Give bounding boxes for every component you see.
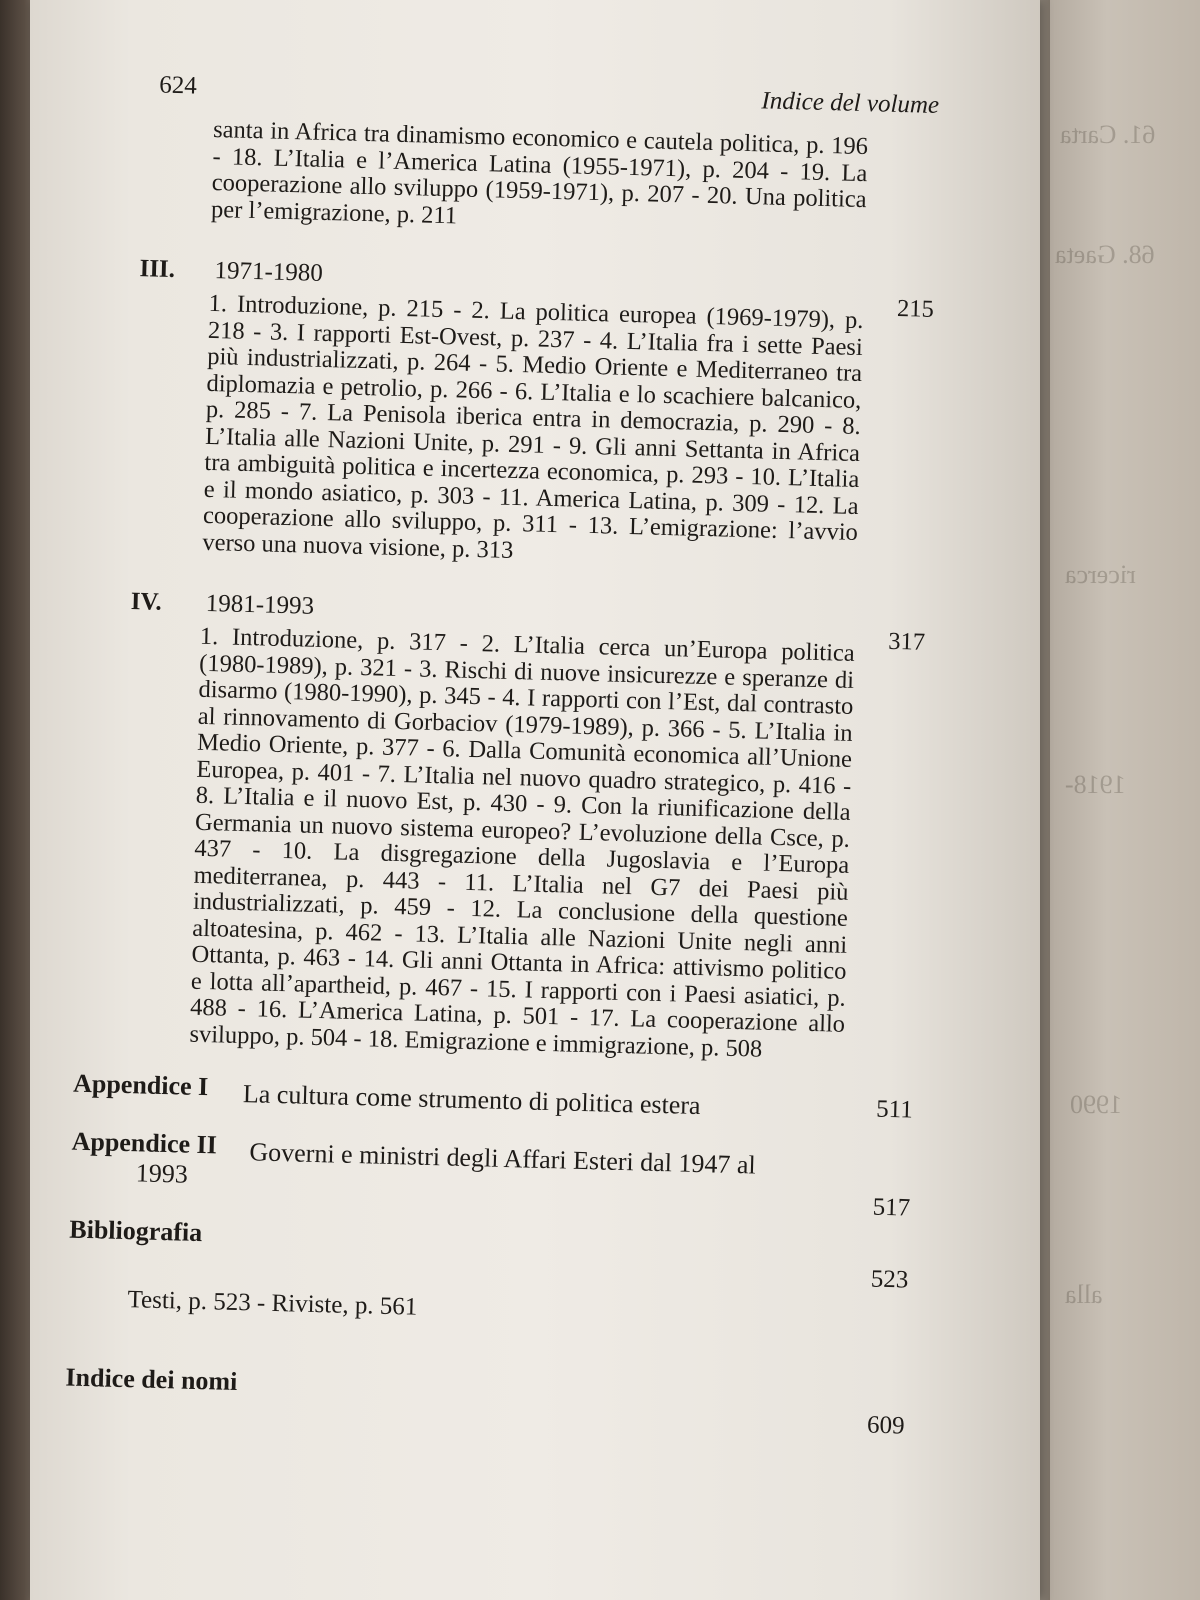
chapter-numeral: IV. [130,587,162,616]
chapter-page: 215 [896,294,935,323]
chapter-iii [87,254,935,575]
chapter-page: 317 [887,627,926,656]
indice-nomi-page: 609 [866,1411,905,1440]
bibliografia-entry [67,1215,909,1337]
appendix-label: Appendice II [71,1126,218,1160]
bibliografia-label: Bibliografia [69,1214,203,1248]
appendix-page: 511 [875,1095,914,1124]
running-title: Indice del volume [761,87,940,119]
appendix-i [73,1069,914,1127]
appendix-title: Governi e ministri degli Affari Esteri dal 1947 al [249,1137,757,1180]
chapter-iv [74,587,926,1067]
appendix-page: 517 [872,1193,911,1222]
facing-page: 61. Carta 68. Gaeta ricerca 1918- 1990 alla [1045,0,1200,1600]
chapter-years: 1981-1993 [205,589,315,620]
appendix-title-cont: 1993 [135,1158,189,1189]
chapter-sections: 1. Introduzione, p. 317 - 2. L’Italia cerca un’Europa politica (1980-1989), p. 321 - 3. Rischi di nuove insicurezze e speranze di disarmo (1980-1990), p. 345 - 4. I rapporti con l’Est, dal contrasto al rinnovamento di Gorbaciov (1979-1989), p. 366 - 5. L’Italia in Medio Oriente, p. 377 - 6. Dalla Comunità economica all’Unione Europea, p. 401 - 7. L’Italia nel nuovo quadro strategico, p. 416 - 8. L’Italia e il nuovo Est, p. 430 - 9. Con la riunificazione della Germania un nuovo sistema europeo? L’evoluzione della Csce, p. 437 - 10. La disgregazione della Jugoslavia e l’Europa mediterranea, p. 443 - 11. L’Italia nel G7 dei Paesi più industrializzati, p. 459 - 12. La conclusione della questione altoatesina, p. 462 - 13. L’Italia alle Nazioni Unite negli anni Ottanta, p. 463 - 14. Gli anni Ottanta in Africa: attivismo politico e lotta all’apartheid, p. 467 - 15. I rapporti con i Paesi asiatici, p. 488 - 16. L’America Latina, p. 501 - 17. La cooperazione allo sviluppo, p. 504 - 18. Emigrazione e immigrazione, p. 508 [189,622,856,1063]
page-number: 624 [159,71,198,100]
chapter-numeral: III. [139,255,176,284]
indice-nomi-label: Indice dei nomi [65,1362,238,1397]
index-content [65,60,940,1440]
chapter-years: 1971-1980 [214,257,324,287]
bibliografia-sub: Testi, p. 523 - Riviste, p. 561 [127,1286,418,1321]
appendix-label: Appendice I [72,1068,209,1102]
appendix-title: La cultura come strumento di politica estera [242,1079,701,1121]
bibliografia-page: 523 [870,1265,909,1294]
appendix-ii [70,1126,912,1222]
chapter-sections: 1. Introduzione, p. 215 - 2. La politica europea (1969-1979), p. 218 - 3. I rapporti Est-Ovest, p. 237 - 4. L’Italia fra i sette Paesi più industrializzati, p. 264 - 5. Medio Oriente e Mediterraneo tra diplomazia e petrolio, p. 266 - 6. L’Italia e lo scachiere balcanico, p. 285 - 7. La Penisola iberica entra in democrazia, p. 290 - 8. L’Italia alle Nazioni Unite, p. 291 - 9. Gli anni Settanta in Africa tra ambiguità politica e incertezza economica, p. 293 - 10. L’Italia e il mondo asiatico, p. 303 - 11. America Latina, p. 309 - 12. La cooperazione allo sviluppo, p. 311 - 13. L’emigrazione: l’avvio verso una nuova visione, p. 313 [202,289,864,564]
continued-entry: santa in Africa tra dinamismo economico e cautela politica, p. 196 - 18. L’Italia e l’America Latina (1955-1971), p. 204 - 19. La cooperazione allo sviluppo (1959-1971), p. 207 - 20. Una politica per l’emigrazione, p. 211 [210,115,869,229]
